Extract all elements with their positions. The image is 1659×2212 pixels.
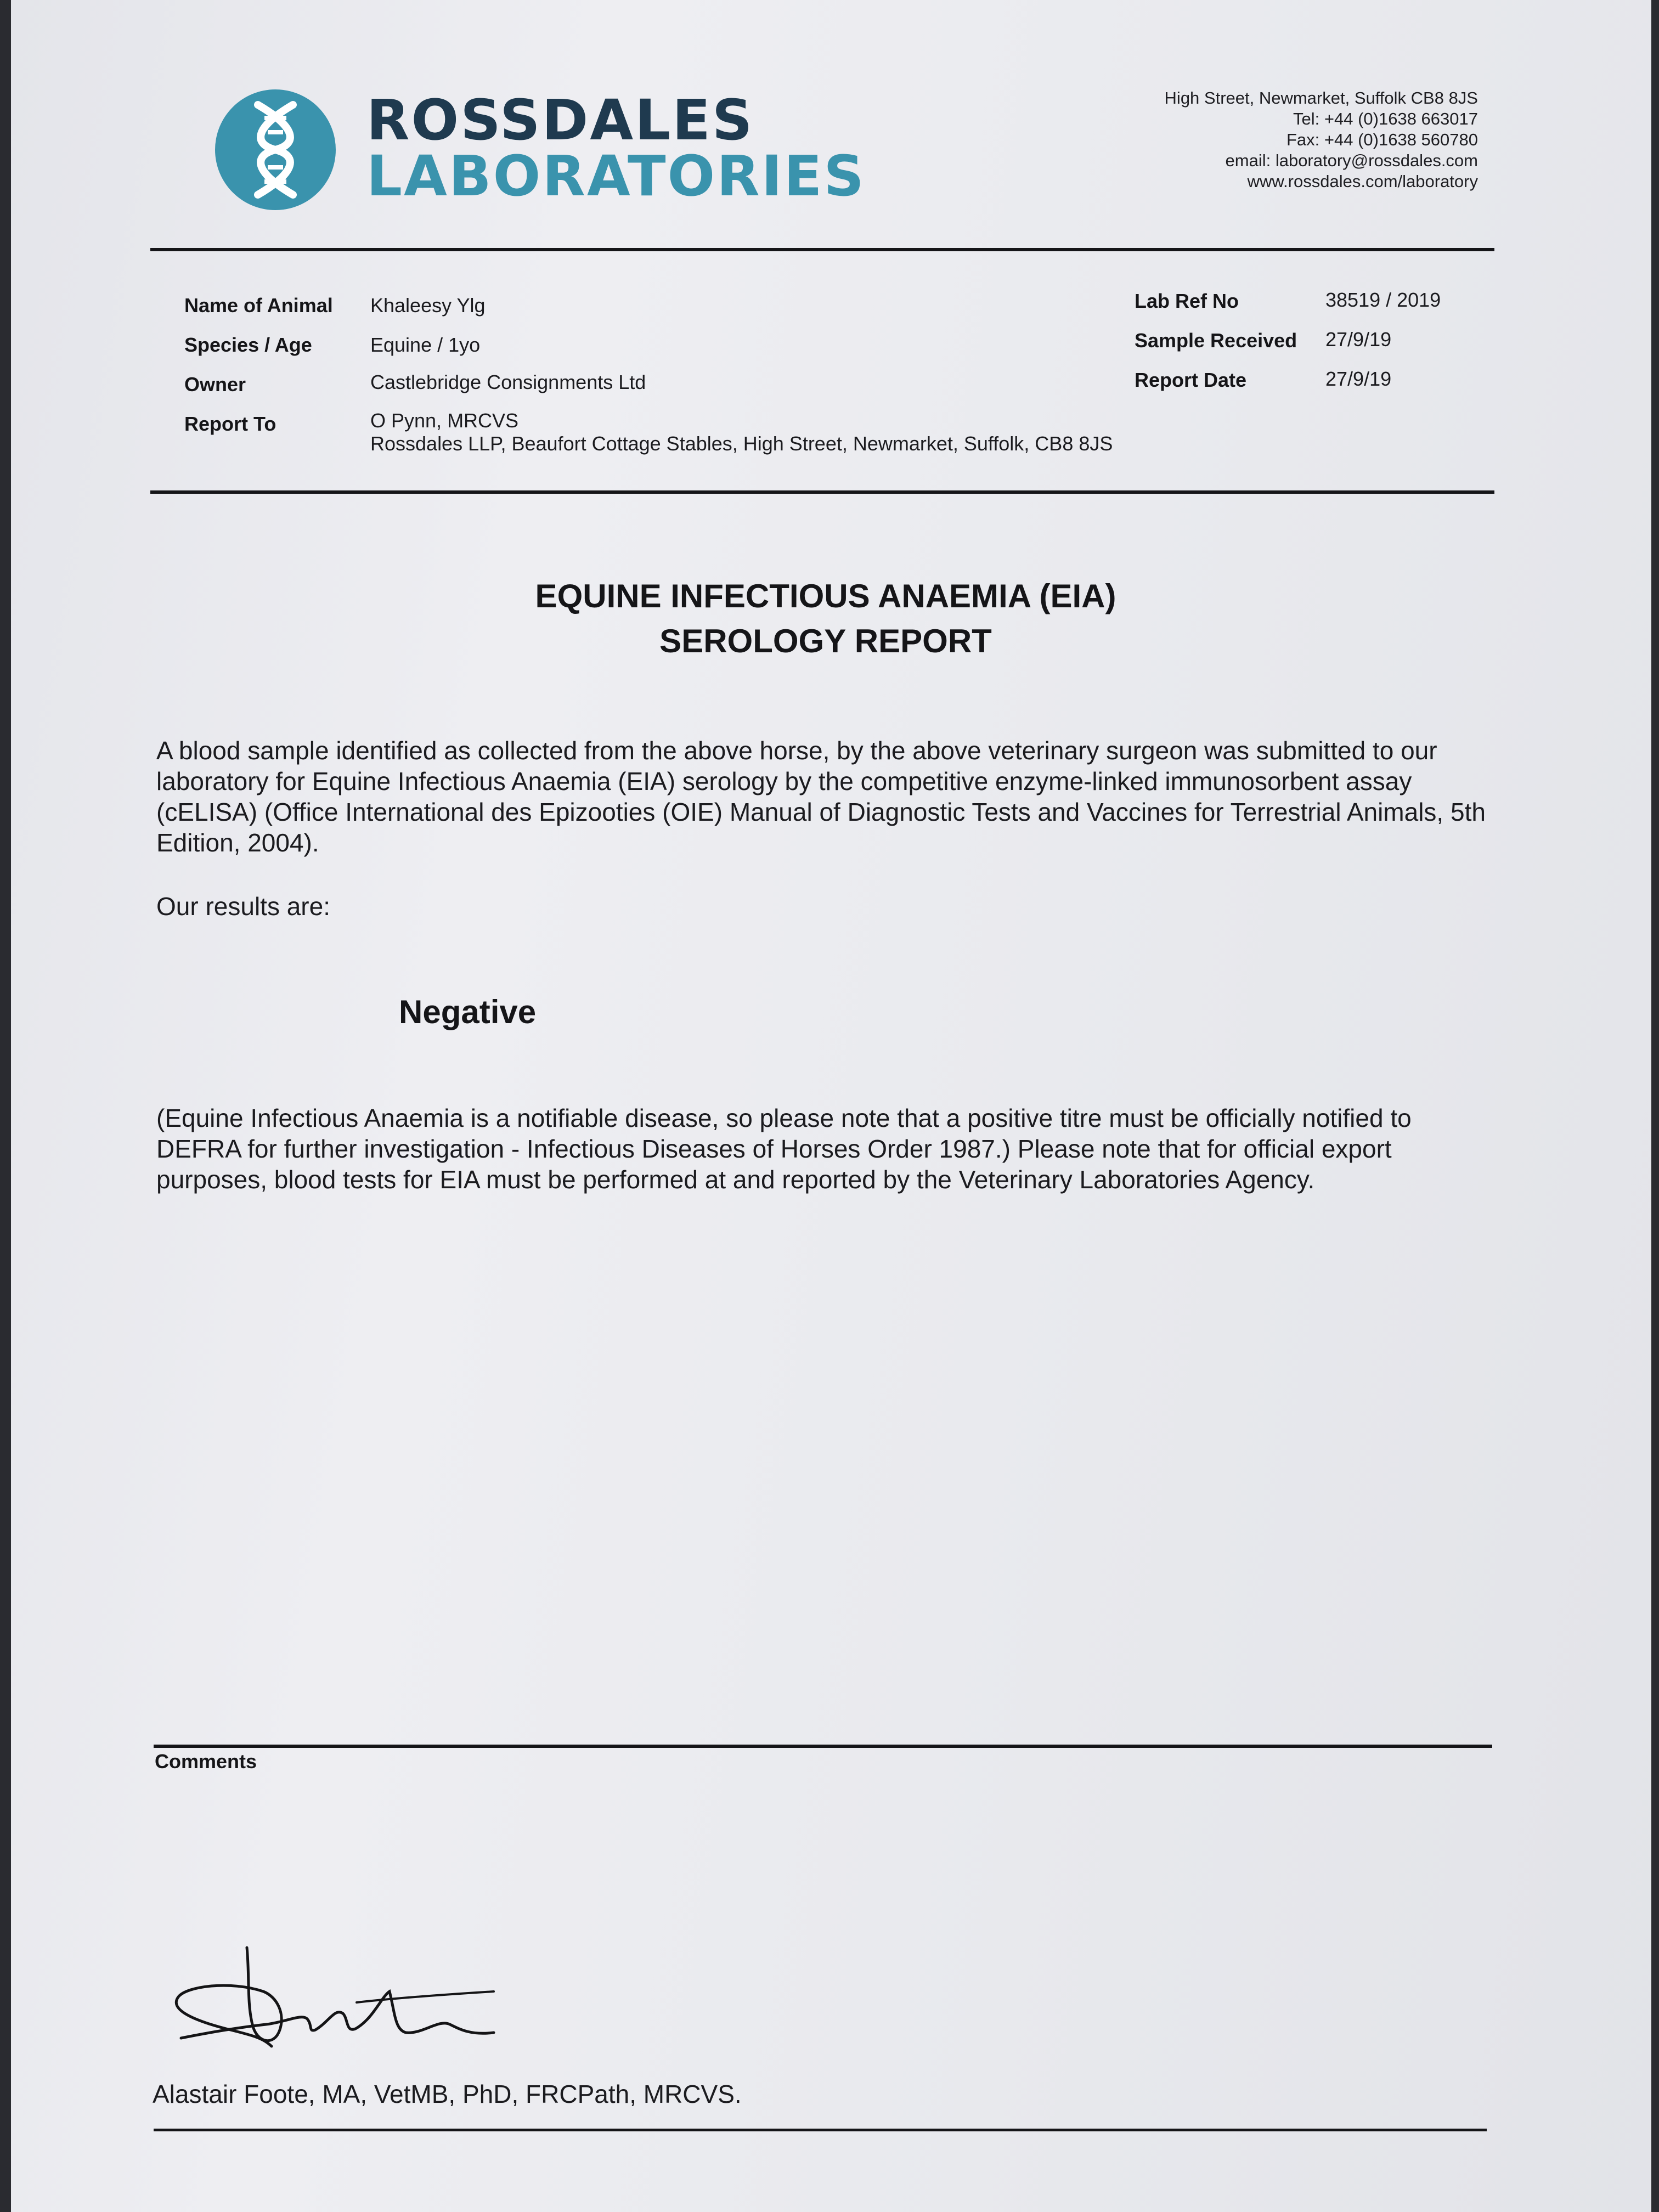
fax-line: Fax: +44 (0)1638 560780 — [1286, 130, 1478, 149]
address-line: High Street, Newmarket, Suffolk CB8 8JS — [1164, 88, 1478, 108]
email-line: email: laboratory@rossdales.com — [1225, 151, 1478, 170]
owner-value: Castlebridge Consignments Ltd — [370, 371, 646, 393]
note-line: purposes, blood tests for EIA must be performed at and reported by the Veterinary Laboratories Agency. — [156, 1165, 1315, 1194]
contact-block — [1165, 88, 1478, 192]
note-line: DEFRA for further investigation - Infectious Diseases of Horses Order 1987.) Please note that for official export — [156, 1135, 1392, 1163]
received-label: Sample Received — [1135, 329, 1297, 352]
animal-label: Name of Animal — [184, 294, 333, 317]
report-page — [11, 0, 1651, 2212]
report-to-address: Rossdales LLP, Beaufort Cottage Stables, High Street, Newmarket, Suffolk, CB8 8JS — [370, 432, 1113, 455]
web-line: www.rossdales.com/laboratory — [1247, 172, 1478, 191]
results-intro: Our results are: — [156, 892, 330, 921]
intro-line: A blood sample identified as collected from the above horse, by the above veterinary surgeon was submitted to our — [156, 736, 1437, 765]
logo-title-laboratories: LABORATORIES — [366, 144, 866, 209]
received-value: 27/9/19 — [1325, 328, 1392, 351]
details-divider — [150, 490, 1494, 494]
reportdate-label: Report Date — [1135, 369, 1247, 391]
labref-label: Lab Ref No — [1135, 290, 1239, 312]
intro-line: Edition, 2004). — [156, 828, 319, 857]
intro-line: laboratory for Equine Infectious Anaemia (EIA) serology by the competitive enzyme-linked immunosorbent assay — [156, 767, 1412, 795]
reportdate-value: 27/9/19 — [1325, 368, 1392, 390]
dna-logo-icon — [215, 89, 336, 210]
comments-label: Comments — [155, 1750, 257, 1773]
report-to-name: O Pynn, MRCVS — [370, 409, 519, 432]
header-divider — [150, 248, 1494, 251]
logo-title-rossdales: ROSSDALES — [366, 88, 754, 153]
species-value: Equine / 1yo — [370, 334, 481, 356]
result-value: Negative — [399, 994, 537, 1030]
dna-helix-icon — [215, 89, 336, 210]
report-to-label: Report To — [184, 413, 276, 435]
report-subtitle: SEROLOGY REPORT — [659, 623, 992, 659]
labref-value: 38519 / 2019 — [1325, 289, 1441, 311]
intro-paragraph — [156, 735, 1495, 858]
species-label: Species / Age — [184, 334, 312, 356]
signatory-name: Alastair Foote, MA, VetMB, PhD, FRCPath, MRCVS. — [153, 2080, 742, 2108]
owner-label: Owner — [184, 373, 246, 396]
intro-line: (cELISA) (Office International des Epizooties (OIE) Manual of Diagnostic Tests and Vaccines for Terrestrial Animals, 5th — [156, 798, 1486, 826]
signature-image — [165, 1937, 516, 2063]
footer-divider — [154, 2129, 1487, 2131]
tel-line: Tel: +44 (0)1638 663017 — [1293, 109, 1478, 128]
report-title: EQUINE INFECTIOUS ANAEMIA (EIA) — [535, 578, 1116, 614]
animal-value: Khaleesy Ylg — [370, 294, 486, 317]
note-paragraph — [156, 1103, 1495, 1195]
note-line: (Equine Infectious Anaemia is a notifiable disease, so please note that a positive titre must be officially notified to — [156, 1104, 1412, 1132]
comments-divider — [154, 1745, 1492, 1748]
